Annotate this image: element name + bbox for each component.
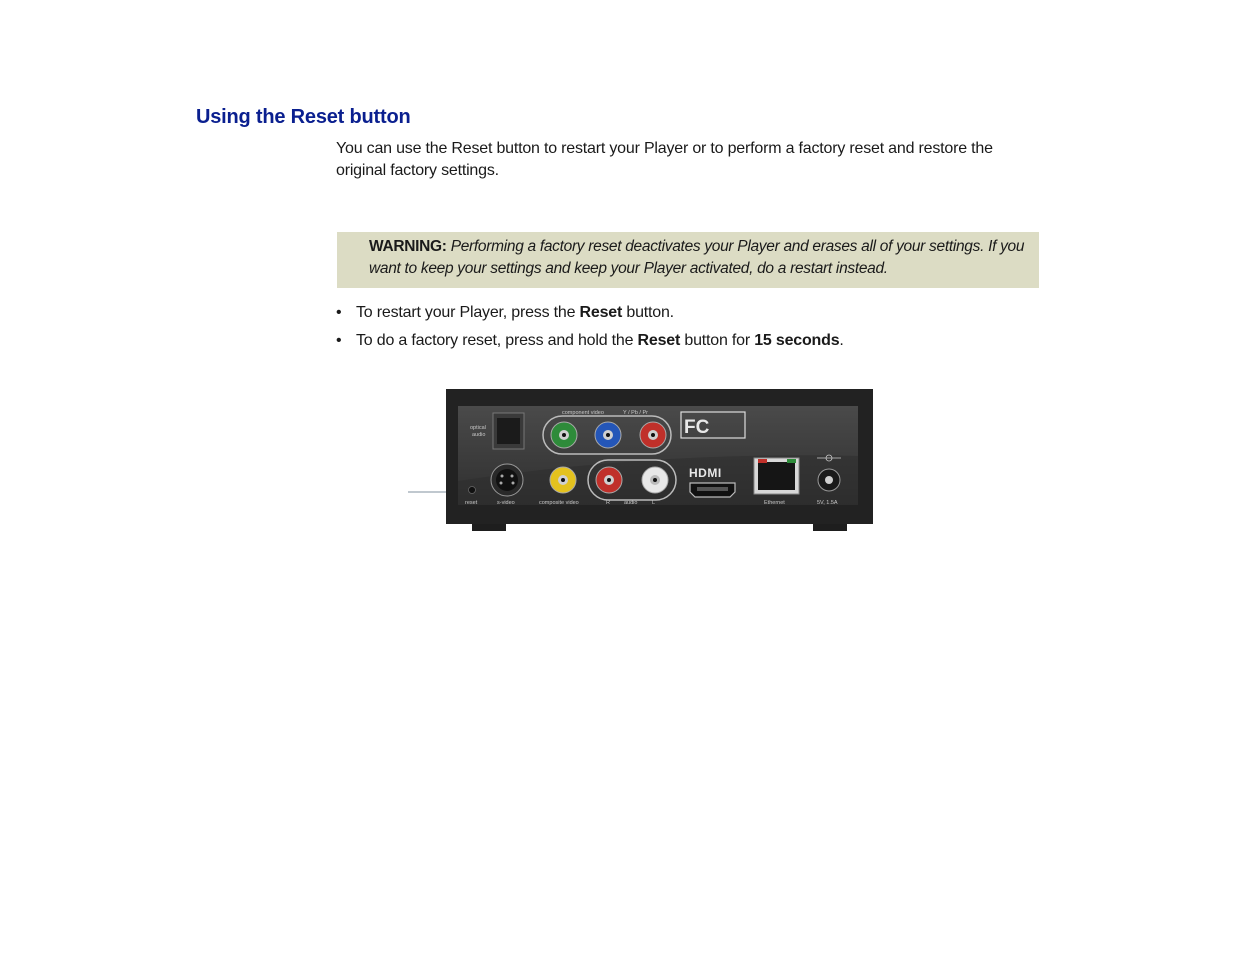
audio-l-label: L — [652, 500, 656, 506]
section-heading: Using the Reset button — [196, 106, 411, 128]
warning-box — [337, 232, 1039, 288]
warning-label: WARNING: — [369, 238, 447, 255]
component-video-label: component video — [562, 410, 604, 416]
reset-label: reset — [465, 500, 478, 506]
optical-audio-label: audio — [472, 432, 486, 438]
ypbpr-label: Y / Pb / Pr — [623, 410, 648, 416]
component-jacks — [551, 422, 666, 448]
warning-text: Performing a factory reset deactivates your Player and erases all of your settings. If you want to keep your settings and keep your Player activated, do a restart instead. — [369, 238, 1025, 277]
bullet-text: button. — [622, 304, 674, 321]
list-item — [336, 302, 1056, 330]
fcc-logo-text: FC — [684, 417, 710, 438]
power-label: 5V, 1.5A — [817, 500, 838, 506]
player-back-panel-illustration — [405, 386, 875, 536]
ethernet-label: Ethernet — [764, 500, 785, 506]
composite-video-label: composite video — [539, 500, 579, 506]
bullet-text: button for — [680, 332, 755, 349]
reset-button — [469, 487, 476, 494]
bullet-bold: 15 seconds — [754, 332, 840, 349]
audio-label: audio — [624, 500, 638, 506]
audio-r-label: R — [606, 500, 610, 506]
intro-paragraph: You can use the Reset button to restart your Player or to perform a factory reset and restore the original factory settings. — [336, 140, 993, 179]
bullet-text: To restart your Player, press the — [356, 304, 580, 321]
hdmi-logo: HDMI — [689, 466, 722, 480]
optical-label: optical — [470, 425, 486, 431]
bullet-bold: Reset — [637, 332, 681, 349]
bullet-text: . — [839, 332, 844, 349]
s-video-label: s-video — [497, 500, 515, 506]
bullet-bold: Reset — [579, 304, 623, 321]
instruction-list — [336, 302, 1056, 358]
bullet-symbol: • — [336, 304, 342, 321]
bullet-text: To do a factory reset, press and hold the — [356, 332, 638, 349]
composite-video-jack — [550, 467, 576, 493]
list-item — [336, 330, 1056, 358]
bullet-symbol: • — [336, 332, 342, 349]
